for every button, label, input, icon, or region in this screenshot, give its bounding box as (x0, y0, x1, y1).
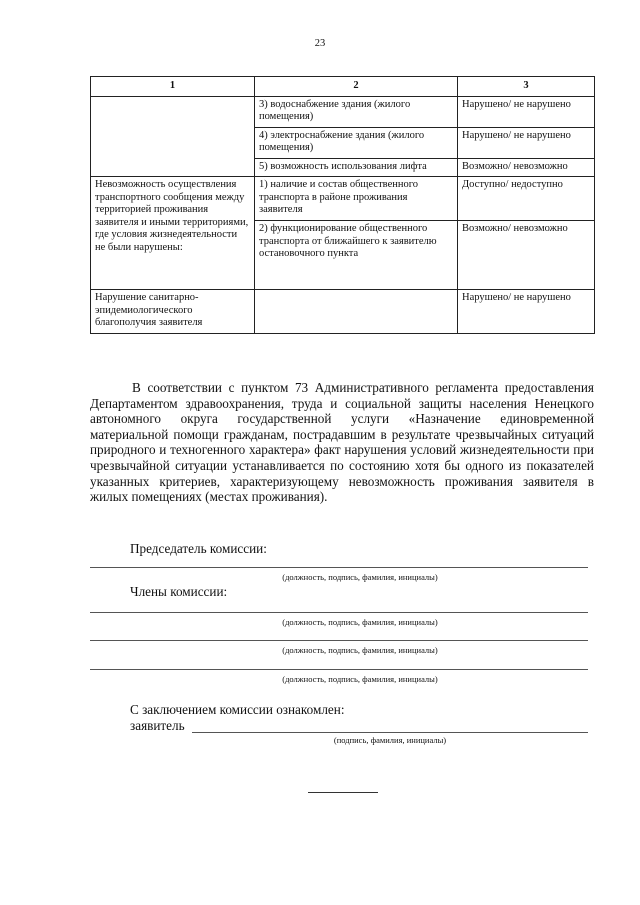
page-number: 23 (314, 38, 326, 49)
member-signature-line (90, 669, 588, 670)
criterion-cell: 3) водоснабжение здания (жилого помещения) (255, 96, 458, 127)
member-signature-line (90, 612, 588, 613)
acquainted-label: С заключением комиссии ознакомлен: (130, 702, 345, 717)
criterion-cell: 5) возможность использования лифта (255, 158, 458, 177)
chairman-label: Председатель комиссии: (130, 541, 267, 556)
applicant-signature-line (192, 732, 588, 733)
table-row (91, 96, 595, 127)
closing-rule (308, 792, 378, 793)
criterion-cell: 2) функционирование общественного транспорта от ближайшего к заявителю остановочного пункта (255, 221, 458, 290)
chairman-signature-line (90, 567, 588, 568)
status-cell: Возможно/ невозможно (458, 158, 595, 177)
member-signature-line (90, 640, 588, 641)
column-header: 1 (91, 77, 255, 97)
status-cell: Доступно/ недоступно (458, 177, 595, 221)
applicant-caption: (подпись, фамилия, инициалы) (333, 735, 447, 745)
member-caption: (должность, подпись, фамилия, инициалы) (282, 674, 438, 684)
group-title-cell: Невозможность осуществления транспортного сообщения между территорией проживания заявителя и иными территориями, где условия жизнедеятельности не были нарушены: (91, 177, 255, 290)
group-title-cell: Нарушение санитарно-эпидемиологического благополучия заявителя (91, 290, 255, 334)
group-title-cell (91, 96, 255, 177)
criterion-cell (255, 290, 458, 334)
member-caption: (должность, подпись, фамилия, инициалы) (282, 617, 438, 627)
applicant-label: заявитель (130, 718, 185, 733)
column-header: 3 (458, 77, 595, 97)
criterion-cell: 4) электроснабжение здания (жилого помещения) (255, 127, 458, 158)
table-row (91, 290, 595, 334)
column-header: 2 (255, 77, 458, 97)
status-cell: Нарушено/ не нарушено (458, 96, 595, 127)
criterion-cell: 1) наличие и состав общественного транспорта в районе проживания заявителя (255, 177, 458, 221)
status-cell: Нарушено/ не нарушено (458, 127, 595, 158)
chairman-caption: (должность, подпись, фамилия, инициалы) (282, 572, 438, 582)
status-cell: Нарушено/ не нарушено (458, 290, 595, 334)
members-label: Члены комиссии: (130, 584, 228, 599)
main-paragraph: В соответствии с пунктом 73 Административного регламента предоставления Департаментом здравоохранения, труда и социальной защиты населения Ненецкого автономного округа государственной услуги «Назначение единовременной материальной помощи гражданам, пострадавшим в результате чрезвычайных ситуаций природного и техногенного характера» факт нарушения условий жизнедеятельности при чрезвычайной ситуации устанавливается по состоянию хотя бы одного из показателей указанных критериев, характеризующему невозможность проживания заявителя в жилых помещениях (местах проживания). (90, 380, 594, 505)
member-caption: (должность, подпись, фамилия, инициалы) (282, 645, 438, 655)
table-header-row (91, 77, 595, 97)
status-cell: Возможно/ невозможно (458, 221, 595, 290)
table-row (91, 177, 595, 221)
criteria-table (90, 76, 595, 334)
